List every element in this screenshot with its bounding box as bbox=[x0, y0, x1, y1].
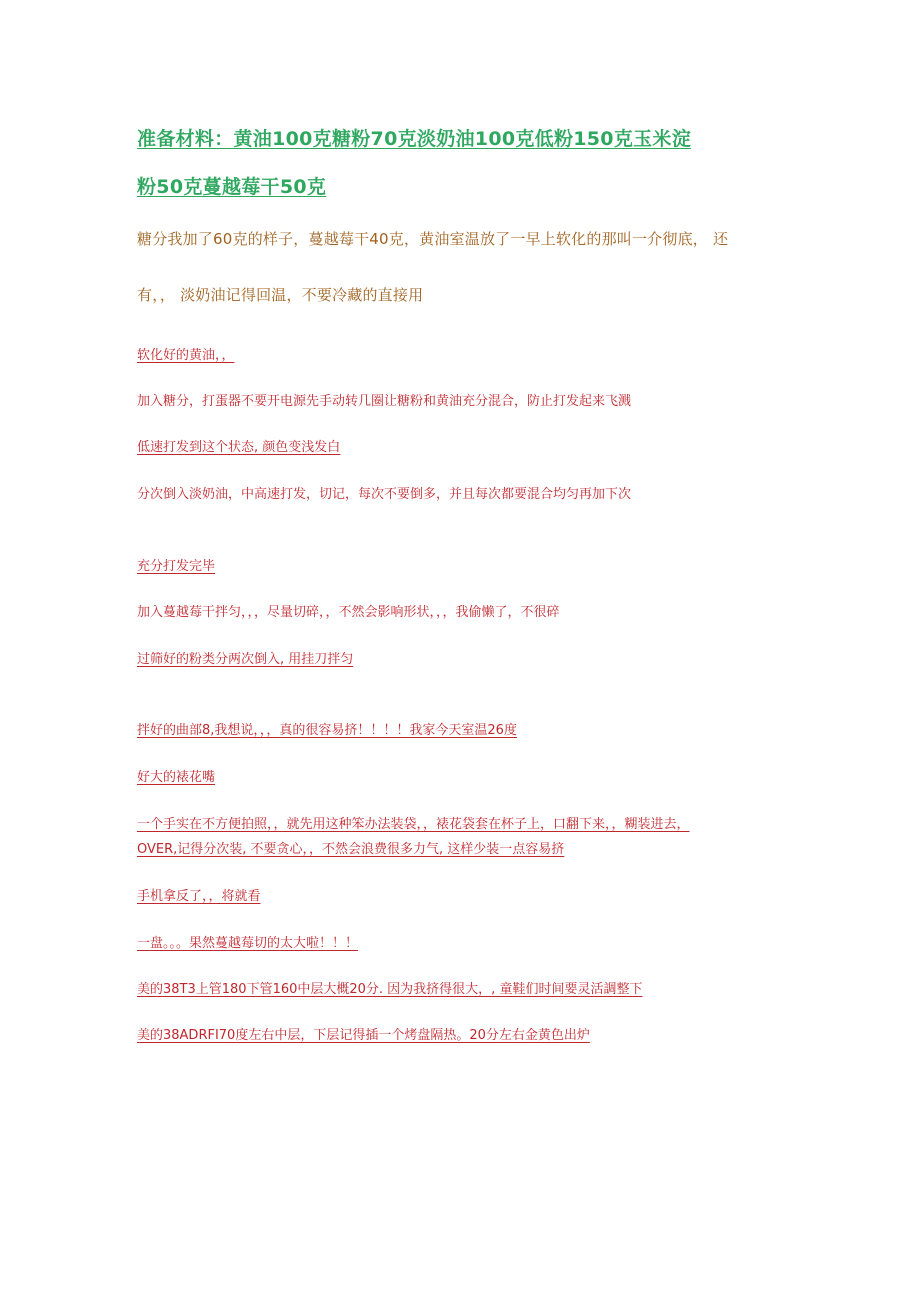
step-piping-tip: 好大的裱花嘴 bbox=[137, 770, 216, 785]
step-batter-ready: 拌好的曲部8,我想说，，，真的很容易挤！！！！我家今天室温26度 bbox=[137, 723, 517, 738]
step-add-cranberries: 加入蔓越莓干拌匀，，，尽量切碎，，不然会影响形状，，，我偷懒了，不很碎 bbox=[137, 605, 560, 620]
step-fully-beaten: 充分打发完毕 bbox=[137, 559, 216, 574]
materials-title-line-2: 粉50克蔓越莓干50克 bbox=[137, 176, 327, 198]
step-phone-reversed: 手机拿反了，，将就看 bbox=[137, 889, 261, 904]
step-add-cream: 分次倒入淡奶油，中高速打发，切记，每次不要倒多，并且每次都要混合均匀再加下次 bbox=[137, 487, 632, 502]
intro-line-1: 糖分我加了60克的样子，蔓越莓干40克，黄油室温放了一早上软化的那叫一介彻底， 还 bbox=[137, 230, 729, 248]
step-one-tray: 一盘。。。果然蔓越莓切的太大啦！！！ bbox=[137, 936, 359, 951]
step-fold-flour: 过筛好的粉类分两次倒入, 用挂刀拌匀 bbox=[137, 652, 354, 667]
step-low-speed-beat: 低速打发到这个状态, 颜色变浅发白 bbox=[137, 440, 341, 455]
step-soften-butter: 软化好的黄油，， bbox=[137, 348, 235, 363]
step-oven-38adrf: 美的38ADRFI70度左右中层，下层记得插一个烤盘隔热。20分左右金黄色出炉 bbox=[137, 1028, 590, 1043]
step-oven-38t3: 美的38T3上管180下管160中层大概20分. 因为我挤得很大，, 童鞋们时间要灵活調整下 bbox=[137, 982, 643, 997]
step-fill-bag-line-1: 一个手实在不方便拍照，，就先用这种笨办法装袋，，裱花袋套在杯子上，口翻下来，，糊装进去， bbox=[137, 817, 690, 832]
intro-line-2: 有，， 淡奶油记得回温，不要冷藏的直接用 bbox=[137, 286, 424, 304]
materials-title-line-1: 准备材料：黄油100克糖粉70克淡奶油100克低粉150克玉米淀 bbox=[137, 128, 692, 150]
step-add-sugar: 加入糖分，打蛋器不要开电源先手动转几圈让糖粉和黄油充分混合，防止打发起来飞溅 bbox=[137, 394, 632, 409]
step-fill-bag-line-2: OVER,记得分次装, 不要贪心，，不然会浪费很多力气, 这样少装一点容易挤 bbox=[137, 842, 565, 857]
